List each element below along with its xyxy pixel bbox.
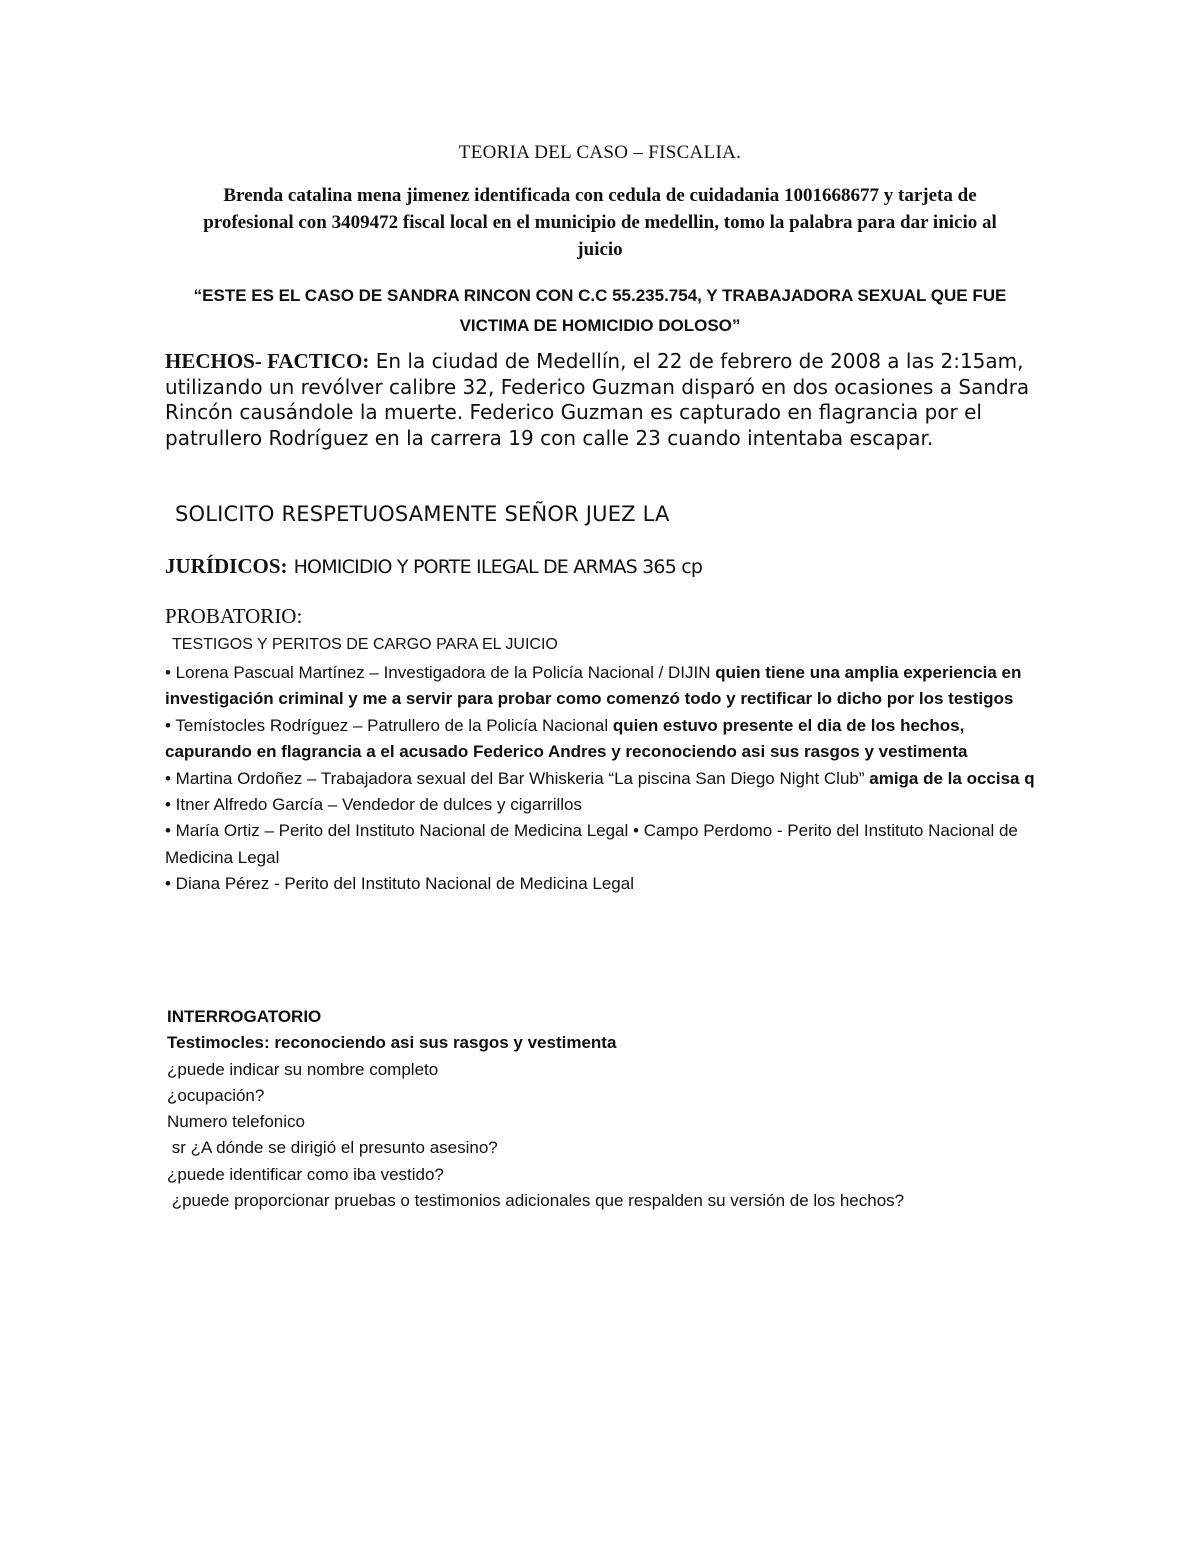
list-item: [165, 871, 1040, 897]
solicito-heading: SOLICITO RESPETUOSAMENTE SEÑOR JUEZ LA: [175, 502, 670, 526]
list-item: [165, 818, 1040, 871]
witness-name: • Temístocles Rodríguez – Patrullero de la Policía Nacional: [165, 715, 613, 735]
list-item: [165, 766, 1040, 792]
witness-list: [165, 660, 1040, 898]
question: ¿puede identificar como iba vestido?: [167, 1164, 444, 1184]
juridicos-text: HOMICIDIO Y PORTE ILEGAL DE ARMAS 365 cp: [293, 556, 703, 578]
question: ¿ocupación?: [167, 1085, 265, 1105]
juridicos-section: [165, 554, 1035, 579]
list-item: [165, 792, 1040, 818]
hechos-section: [165, 349, 1035, 451]
hechos-label: HECHOS- FACTICO:: [165, 349, 370, 373]
witness-note: quien estuvo presente el dia de los hechos, capurando en flagrancia a el acusado Federico Andres y reconociendo asi sus rasgos y vestimenta: [165, 715, 968, 762]
question: ¿puede proporcionar pruebas o testimonios adicionales que respalden su versión de los hechos?: [167, 1191, 905, 1211]
probatorio-label: PROBATORIO:: [165, 604, 303, 628]
question: sr ¿A dónde se dirigió el presunto asesino?: [167, 1138, 498, 1158]
witness-name: • Lorena Pascual Martínez – Investigadora de la Policía Nacional / DIJIN: [165, 663, 716, 682]
case-statement: “ESTE ES EL CASO DE SANDRA RINCON CON C.C 55.235.754, Y TRABAJADORA SEXUAL QUE FUE VICTIMA DE HOMICIDIO DOLOSO”: [193, 286, 1007, 335]
probatorio-subtitle: TESTIGOS Y PERITOS DE CARGO PARA EL JUICIO: [172, 636, 558, 653]
list-item: [165, 660, 1040, 713]
juridicos-label: JURÍDICOS:: [165, 554, 288, 578]
document-title: TEORIA DEL CASO – FISCALIA.: [458, 142, 742, 163]
prosecutor-introduction: Brenda catalina mena jimenez identificada con cedula de cuidadania 1001668677 y tarjeta de profesional con 3409472 fiscal local en el municipio de medellin, tomo la palabra para dar inicio al juicio: [203, 185, 997, 260]
witness-note: amiga de la occisa q: [869, 768, 1035, 788]
interrogatorio-subheading: Testimocles: reconociendo asi sus rasgos y vestimenta: [167, 1033, 617, 1053]
list-item: [165, 713, 1040, 766]
witness-name: • Martina Ordoñez – Trabajadora sexual del Bar Whiskeria “La piscina San Diego Night Club”: [165, 768, 870, 788]
witness-note: quien tiene una amplia experiencia en investigación criminal y me a servir para probar como comenzó todo y rectificar lo dicho por los testigos: [165, 663, 1022, 709]
witness-name: • Itner Alfredo García – Vendedor de dulces y cigarrillos: [165, 795, 583, 815]
hechos-text: En la ciudad de Medellín, el 22 de febrero de 2008 a las 2:15am, utilizando un revólver calibre 32, Federico Guzman disparó en dos ocasiones a Sandra Rincón causándole la muerte. Federico Guzman es capturado en flagrancia por el patrullero Rodríguez en la carrera 19 con calle 23 cuando intentaba escapar.: [165, 349, 1030, 450]
question: Numero telefonico: [167, 1112, 305, 1132]
interrogatorio-label: INTERROGATORIO: [167, 1007, 322, 1026]
question: ¿puede indicar su nombre completo: [167, 1059, 439, 1079]
witness-name: • María Ortiz – Perito del Instituto Nacional de Medicina Legal • Campo Perdomo - Perito del Instituto Nacional de Medicina Legal: [165, 821, 1018, 867]
interrogatorio-section: [167, 1004, 1047, 1214]
witness-name: • Diana Pérez - Perito del Instituto Nacional de Medicina Legal: [165, 874, 634, 894]
